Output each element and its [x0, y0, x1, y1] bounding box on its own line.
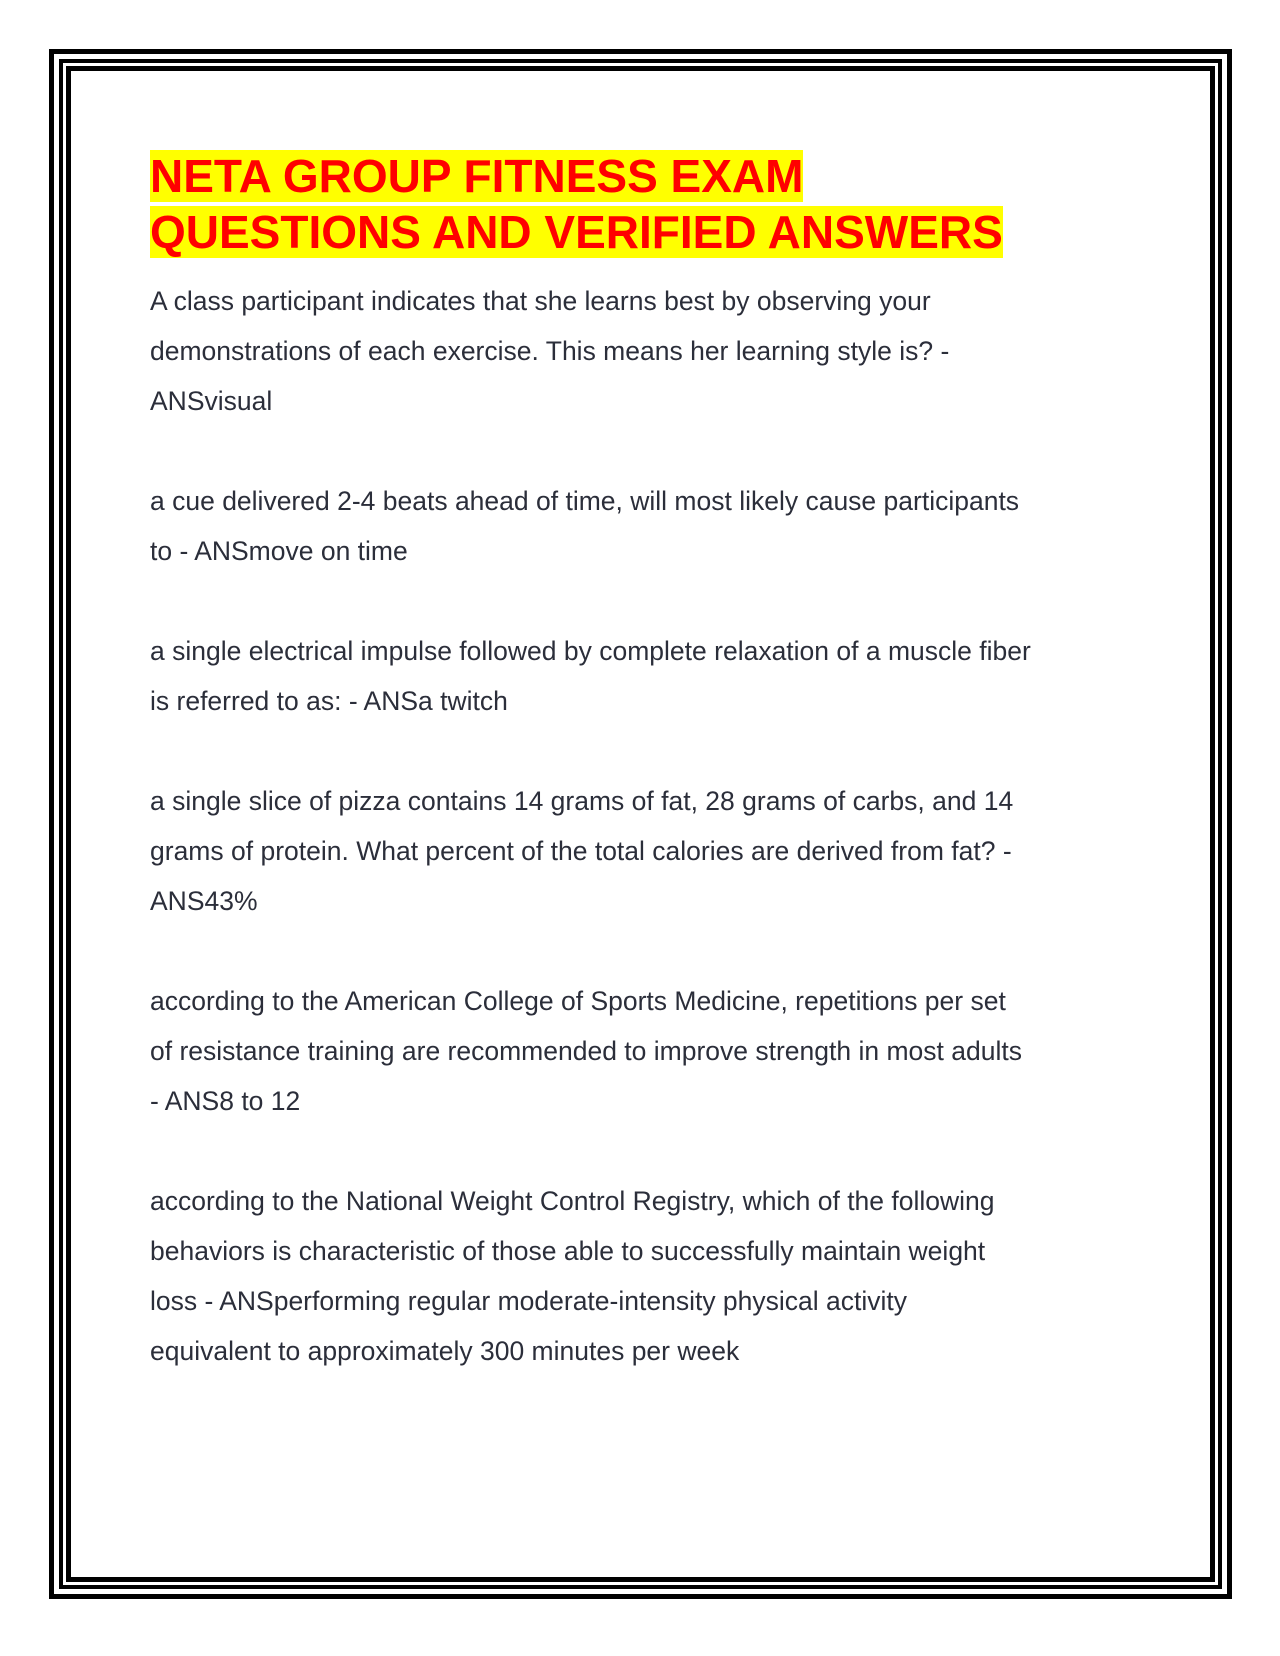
qa-entry: according to the American College of Sports Medicine, repetitions per set of resistance training are recommended to improve strength in most adults - ANS8 to 12	[150, 986, 1022, 1116]
document-content	[150, 148, 1130, 1426]
document-title	[150, 148, 1130, 260]
qa-entry: a single electrical impulse followed by complete relaxation of a muscle fiber is referred to as: - ANSa twitch	[150, 636, 1031, 716]
qa-entry: according to the National Weight Control Registry, which of the following behaviors is characteristic of those able to successfully maintain weight loss - ANSperforming regular moderate-intensity physical activity equivalent to approximately 300 minutes per week	[150, 1186, 995, 1366]
qa-list	[150, 276, 1130, 1376]
qa-entry: A class participant indicates that she learns best by observing your demonstrations of each exercise. This means her learning style is? - ANSvisual	[150, 286, 950, 416]
qa-entry: a single slice of pizza contains 14 grams of fat, 28 grams of carbs, and 14 grams of protein. What percent of the total calories are derived from fat? - ANS43%	[150, 786, 1014, 916]
qa-entry: a cue delivered 2-4 beats ahead of time, will most likely cause participants to - ANSmove on time	[150, 486, 1020, 566]
title-line-2: QUESTIONS AND VERIFIED ANSWERS	[150, 206, 1003, 258]
title-line-1: NETA GROUP FITNESS EXAM	[150, 150, 804, 202]
